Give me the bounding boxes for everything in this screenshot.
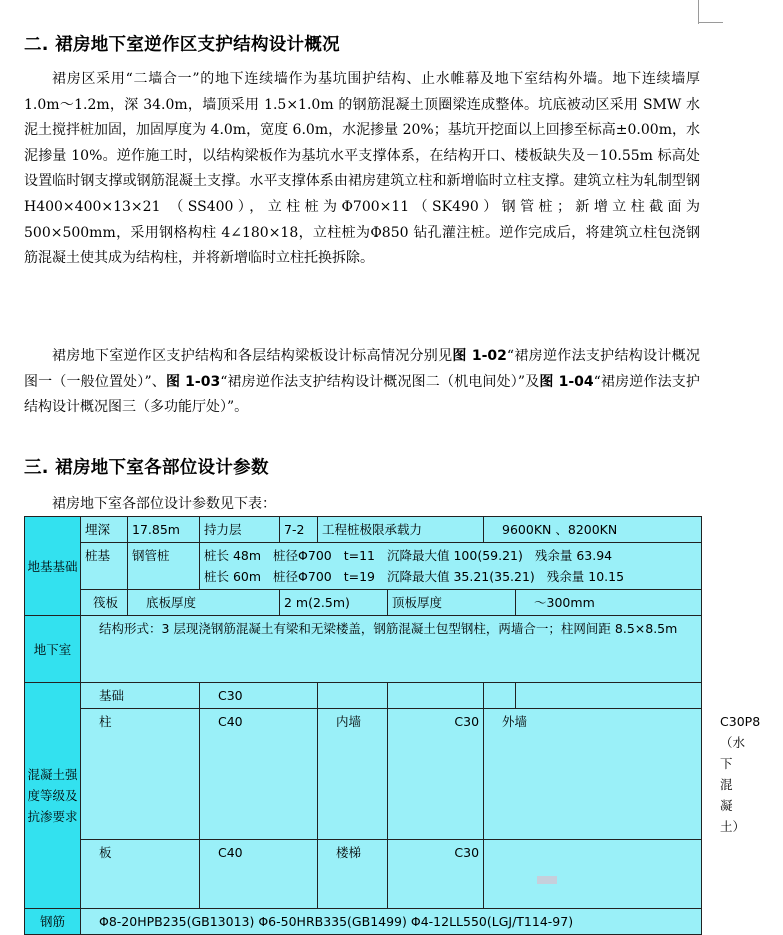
concrete-cell xyxy=(388,683,484,709)
bottom-thickness-label: 底板厚度 xyxy=(128,590,280,616)
concrete-cell: C40 xyxy=(200,840,318,909)
para2-text-a: 裙房地下室逆作区支护结构和各层结构梁板设计标高情况分别见 xyxy=(52,348,453,364)
crop-mark-vertical xyxy=(698,0,700,24)
concrete-cell: 板 xyxy=(81,840,200,909)
bury-depth-label: 埋深 xyxy=(81,517,128,543)
pile-row-2: 桩长 60m 桩径Φ700 t=19 沉降最大值 35.21(35.21) 残余量 10.15 xyxy=(204,569,625,584)
section3-heading: 三. 裙房地下室各部位设计参数 xyxy=(24,458,269,478)
section2-paragraph-2 xyxy=(24,344,700,421)
concrete-cell: 外墙 xyxy=(484,709,702,840)
concrete-cell xyxy=(484,840,702,909)
concrete-cell: 楼梯 xyxy=(318,840,388,909)
concrete-cell: 基础 xyxy=(81,683,200,709)
basement-structure-text: 结构形式：3 层现浇钢筋混凝土有梁和无梁楼盖，钢筋混凝土包型钢柱，两墙合一；柱网间距 8.5×8.5m xyxy=(81,616,702,683)
concrete-cell: C30 xyxy=(388,840,484,909)
concrete-cell xyxy=(516,683,702,709)
rebar-spec-text: Φ8-20HPB235(GB13013) Φ6-50HRB335(GB1499) Φ4-12LL550(LGJ/T114-97) xyxy=(81,909,702,935)
design-parameters-table: 地基基础 埋深 17.85m 持力层 7-2 工程桩极限承载力 9600KN 、8200KN 桩基 钢管桩 桩长 48m 桩径Φ700 t=11 沉降最大值 100(59.21) 残余量 63.94 桩长 60m 桩径Φ700 t=19 沉降最大值 35.21(35.21) 残余量 10.15 筏板 底板厚度 2 m(2.5m) 顶板厚度 ～300mm 地下室 结构形式：3 层现浇钢筋混凝土有梁和无梁楼盖，钢筋混凝土包型钢柱，两墙合一；柱网间距 8.5×8.5m 混凝土强度等级及抗渗要求 基础 C30 柱 C40 内墙 C30 外墙 C30P8（水下混凝土） 板 C40 楼梯 C30 钢筋 Φ8-20HPB235(GB13013) Φ6-50HRB335(GB1499) Φ4-12LL550(LGJ/T114-97) xyxy=(24,516,702,935)
concrete-cell: C30 xyxy=(388,709,484,840)
foundation-header: 地基基础 xyxy=(25,517,81,616)
top-thickness-label: 顶板厚度 xyxy=(388,590,516,616)
raft-label: 筏板 xyxy=(81,590,128,616)
bottom-thickness-value: 2 m(2.5m) xyxy=(280,590,388,616)
pile-row-1: 桩长 48m 桩径Φ700 t=11 沉降最大值 100(59.21) 残余量 63.94 xyxy=(204,548,613,563)
pile-capacity-label: 工程桩极限承载力 xyxy=(318,517,484,543)
section2-heading: 二. 裙房地下室逆作区支护结构设计概况 xyxy=(24,35,340,55)
basement-header: 地下室 xyxy=(25,616,81,683)
concrete-header: 混凝土强度等级及抗渗要求 xyxy=(25,683,81,909)
concrete-cell: 柱 xyxy=(81,709,200,840)
top-thickness-value: ～300mm xyxy=(516,590,702,616)
section3-intro: 裙房地下室各部位设计参数见下表： xyxy=(52,496,276,512)
taskbar-fragment xyxy=(537,876,557,884)
bury-depth-value: 17.85m xyxy=(128,517,200,543)
pile-type: 钢管桩 xyxy=(128,543,200,590)
pile-label: 桩基 xyxy=(81,543,128,590)
para2-text-b: “裙房逆作法支护结构设计概况图一（一般位置处）”、 xyxy=(24,348,700,390)
concrete-cell xyxy=(484,683,516,709)
rebar-header: 钢筋 xyxy=(25,909,81,935)
crop-mark-horizontal xyxy=(698,22,723,24)
bearing-layer-label: 持力层 xyxy=(200,517,280,543)
figure-ref-1-03: 图 1-03 xyxy=(165,373,221,390)
concrete-cell xyxy=(318,683,388,709)
pile-capacity-value: 9600KN 、8200KN xyxy=(484,517,702,543)
concrete-cell: C30 xyxy=(200,683,318,709)
bearing-layer-value: 7-2 xyxy=(280,517,318,543)
figure-ref-1-04: 图 1-04 xyxy=(539,373,594,390)
para2-text-c: “裙房逆作法支护结构设计概况图二（机电间处）”及 xyxy=(220,373,540,390)
pile-details xyxy=(200,543,702,590)
section2-paragraph-1: 裙房区采用“二墙合一”的地下连续墙作为基坑围护结构、止水帷幕及地下室结构外墙。地下连续墙厚 1.0m～1.2m，深 34.0m，墙顶采用 1.5×1.0m 的钢筋混凝土顶圈梁连成整体。坑底被动区采用 SMW 水泥土搅拌桩加固，加固厚度为 4.0m，宽度 6.0m，水泥掺量 20%；基坑开挖面以上回掺至标高±0.00m，水泥掺量 10%。逆作施工时，以结构梁板作为基坑水平支撑体系，在结构开口、楼板缺失及－10.55m 标高处设置临时钢支撑或钢筋混凝土支撑。水平支撑体系由裙房建筑立柱和新增临时立柱支撑。建筑立柱为轧制型钢 H400×400×13×21 （SS400），立柱桩为Φ700×11（SK490）钢管桩；新增立柱截面为 500×500mm，采用钢格构柱 4∠180×18，立柱桩为Φ850 钻孔灌注桩。逆作完成后，将建筑立柱包浇钢筋混凝土使其成为结构柱，并将新增临时立柱托换拆除。 xyxy=(24,71,700,267)
para2-text-d: “裙房逆作法支护结构设计概况图三（多功能厅处）”。 xyxy=(24,373,700,416)
concrete-cell: C40 xyxy=(200,709,318,840)
concrete-cell: 内墙 xyxy=(318,709,388,840)
figure-ref-1-02: 图 1-02 xyxy=(452,348,507,364)
